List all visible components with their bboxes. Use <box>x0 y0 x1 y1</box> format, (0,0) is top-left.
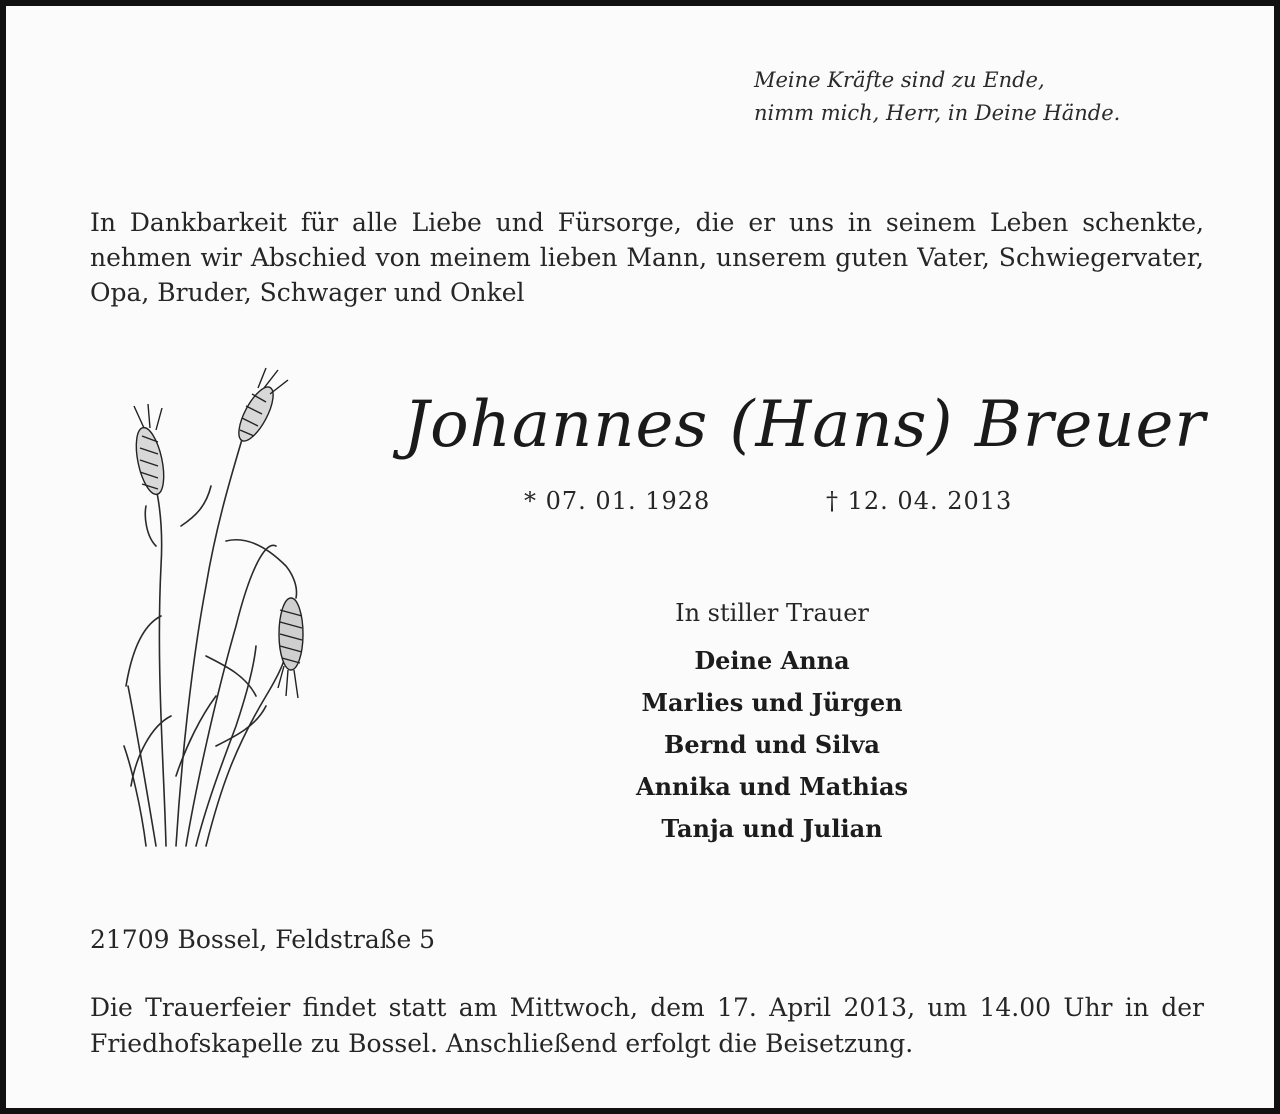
wheat-ear-top <box>232 368 288 446</box>
address: 21709 Bossel, Feldstraße 5 <box>90 925 436 954</box>
intro-text: In Dankbarkeit für alle Liebe und Fürsorge, die er uns in seinem Leben schenkte, nehmen wir Abschied von meinem lieben Mann, unserem guten Vater, Schwiegervater, Opa, Bruder, Schwager und Onkel <box>90 208 1204 307</box>
family-member: Bernd und Silva <box>664 730 880 759</box>
deceased-name: Johannes (Hans) Breuer <box>403 388 1206 462</box>
family-member: Deine Anna <box>694 646 850 675</box>
family-member: Annika und Mathias <box>635 772 909 801</box>
mourning-heading: In stiller Trauer <box>675 599 869 627</box>
family-member: Tanja und Julian <box>661 814 883 843</box>
family-list <box>572 640 972 850</box>
verse <box>754 64 1224 130</box>
wheat-illustration <box>106 366 326 856</box>
death-date: † 12. 04. 2013 <box>826 487 1013 515</box>
family-member: Marlies und Jürgen <box>641 688 903 717</box>
verse-line-2: nimm mich, Herr, in Deine Hände. <box>754 101 1121 125</box>
service-info: Die Trauerfeier findet statt am Mittwoch, dem 17. April 2013, um 14.00 Uhr in der Friedhofskapelle zu Bossel. Anschließend erfolgt die Beisetzung. <box>90 993 1204 1058</box>
wheat-ear-right <box>278 598 303 698</box>
birth-date: * 07. 01. 1928 <box>524 487 711 515</box>
wheat-ear-left <box>131 404 169 497</box>
verse-line-1: Meine Kräfte sind zu Ende, <box>754 68 1045 92</box>
